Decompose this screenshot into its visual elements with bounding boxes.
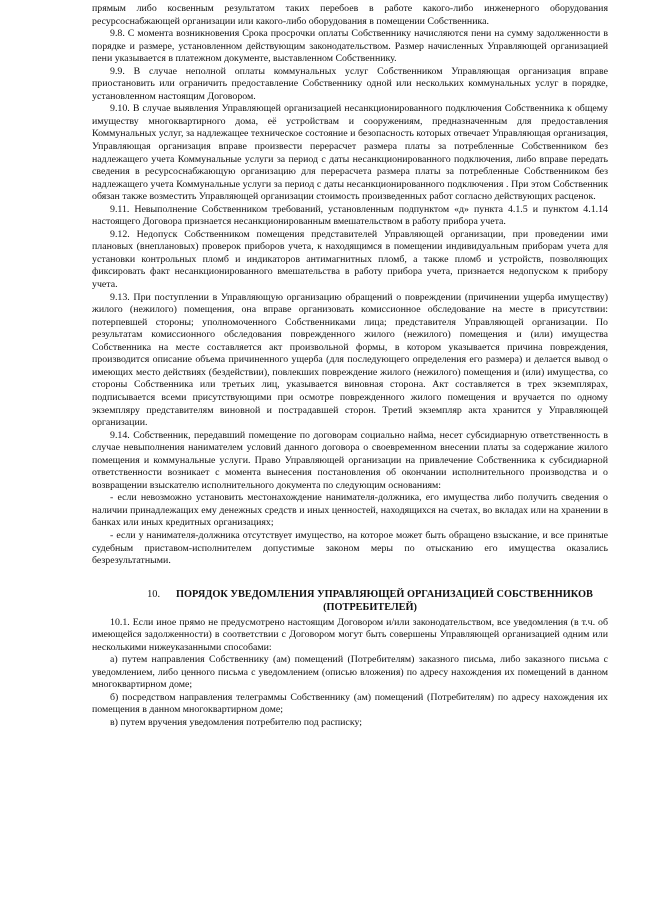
paragraph-continuation: прямым либо косвенным результатом таких перебоев в работе какого-либо инженерного оборудования ресурсоснабжающей организации или какого-либо оборудования в помещении Собственника. xyxy=(92,3,608,27)
section-title: ПОРЯДОК УВЕДОМЛЕНИЯ УПРАВЛЯЮЩЕЙ ОРГАНИЗАЦИЕЙ СОБСТВЕННИКОВ (ПОТРЕБИТЕЛЕЙ) xyxy=(176,588,593,613)
paragraph-9-12: 9.12. Недопуск Собственником помещения представителей Управляющей организации, при проведении ими плановых (внеплановых) проверок приборов учета, к находящимся в помещении индивидуальным приборам учета для установки контрольных пломб и индикаторов антимагнитных пломб, а также пломб и устройств, позволяющих фиксировать факт несанкционированного вмешательства в работу прибора учета, признается недопуском к прибору учета. xyxy=(92,228,608,291)
paragraphs-bottom xyxy=(92,617,608,730)
paragraph-9-11: 9.11. Невыполнение Собственником требований, установленным подпунктом «д» пункта 4.1.5 и пунктом 4.1.14 настоящего Договора признается несанкционированным вмешательством в работу прибора учета. xyxy=(92,203,608,228)
paragraph-10-1-item-b: б) посредством направления телеграммы Собственнику (ам) помещений (Потребителям) по адресу нахождения их помещения в данном многоквартирном доме; xyxy=(92,691,608,716)
paragraph-9-9: 9.9. В случае неполной оплаты коммунальных услуг Собственником Управляющая организация вправе приостановить или ограничить предоставление Собственнику одной или нескольких коммунальных услуг в порядке, установленном настоящим Договором. xyxy=(92,65,608,102)
paragraph-9-10: 9.10. В случае выявления Управляющей организацией несанкционированного подключения Собственника к общему имуществу многоквартирного дома, её устройствам и сооружениям, предназначенным для предоставления Коммунальных услуг, за надлежащее техническое состояние и безопасность которых отвечает Управляющая организация, Управляющая организация вправе произвести перерасчет размера платы за потребленные Собственником без надлежащего учета Коммунальные услуги за период с даты несанкционированного подключения, либо вправе передать сведения в ресурсоснабжающую организацию для перерасчета размера платы за потребленные Собственником без надлежащего учета Коммунальные услуги за период с даты несанкционированного подключения . При этом Собственник обязан также возместить Управляющей организации стоимость произведенных работ согласно действующих расценок. xyxy=(92,103,608,203)
paragraph-9-8: 9.8. С момента возникновения Срока просрочки оплаты Собственнику начисляются пени на сумму задолженности в порядке и размере, установленном действующим законодательством. Размер начисленных Управляющей организацией пени указывается в платежном документе, выставленном Собственнику. xyxy=(92,28,608,65)
paragraph-9-14: 9.14. Собственник, передавший помещение по договорам социально найма, несет субсидиарную ответственность в случае невыполнения нанимателем условий данного договора о своевременном внесении платы за содержание жилого помещения и коммунальные услуги. Право Управляющей организации на привлечение Собственника к субсидиарной ответственности возникает с момента вынесения постановления об окончании исполнительного производства и о возвращении взыскателю исполнительного документа по следующим основаниям: xyxy=(92,429,608,491)
paragraph-10-1: 10.1. Если иное прямо не предусмотрено настоящим Договором и/или законодательством, все уведомления (в т.ч. об имеющейся задолженности) в соответствии с Договором могут быть совершены Управляющей организацией одним или несколькими нижеуказанными способами: xyxy=(92,616,608,653)
paragraph-10-1-item-c: в) путем вручения уведомления потребителю под расписку; xyxy=(110,716,363,728)
section-heading xyxy=(92,588,608,614)
paragraph-9-13: 9.13. При поступлении в Управляющую организацию обращений о повреждении (причинении ущерба имуществу) жилого (нежилого) помещения, она вправе организовать комиссионное обследование на месте в присутствии: потерпевшей стороны; уполномоченного Собственниками лица; представителя Управляющей организации. По результатам комиссионного обследования поврежденного жилого (нежилого) помещения и (или) имущества Собственника на месте составляется акт произвольной формы, в котором указывается причина повреждения, производится описание объема причиненного ущерба (для последующего определения его размера) и делается вывод о имеющих место действиях (бездействии), повлекших повреждение жилого (нежилого) помещения и (или) имущества, со стороны Собственника или третьих лиц, указывается виновная сторона. Акт составляется в трех экземплярах, подписывается всеми присутствующими при осмотре поврежденного жилого помещения и вручается по одному экземпляру представителям виновной и пострадавшей сторон. Третий экземпляр акта хранится у Управляющей организации. xyxy=(92,291,608,429)
paragraphs-top xyxy=(92,3,608,568)
paragraph-9-14-item-b: - если у нанимателя-должника отсутствует имущество, на которое может быть обращено взыскание, и все принятые судебным приставом-исполнителем допустимые законом меры по отысканию его имущества оказались безрезультатными. xyxy=(92,529,608,567)
paragraph-9-14-item-a: - если невозможно установить местонахождение нанимателя-должника, его имущества либо получить сведения о наличии принадлежащих ему денежных средств и иных ценностей, находящихся на счетах, во вкладах или на хранении в банках или иных кредитных организациях; xyxy=(92,492,608,529)
paragraph-10-1-item-a: а) путем направления Собственнику (ам) помещений (Потребителям) заказного письма, либо заказного письма с уведомлением, либо ценного письма с уведомлением (описью вложения) по адресу нахождения их помещений в данном многоквартирном доме; xyxy=(92,654,608,691)
section-number: 10. xyxy=(147,588,161,600)
